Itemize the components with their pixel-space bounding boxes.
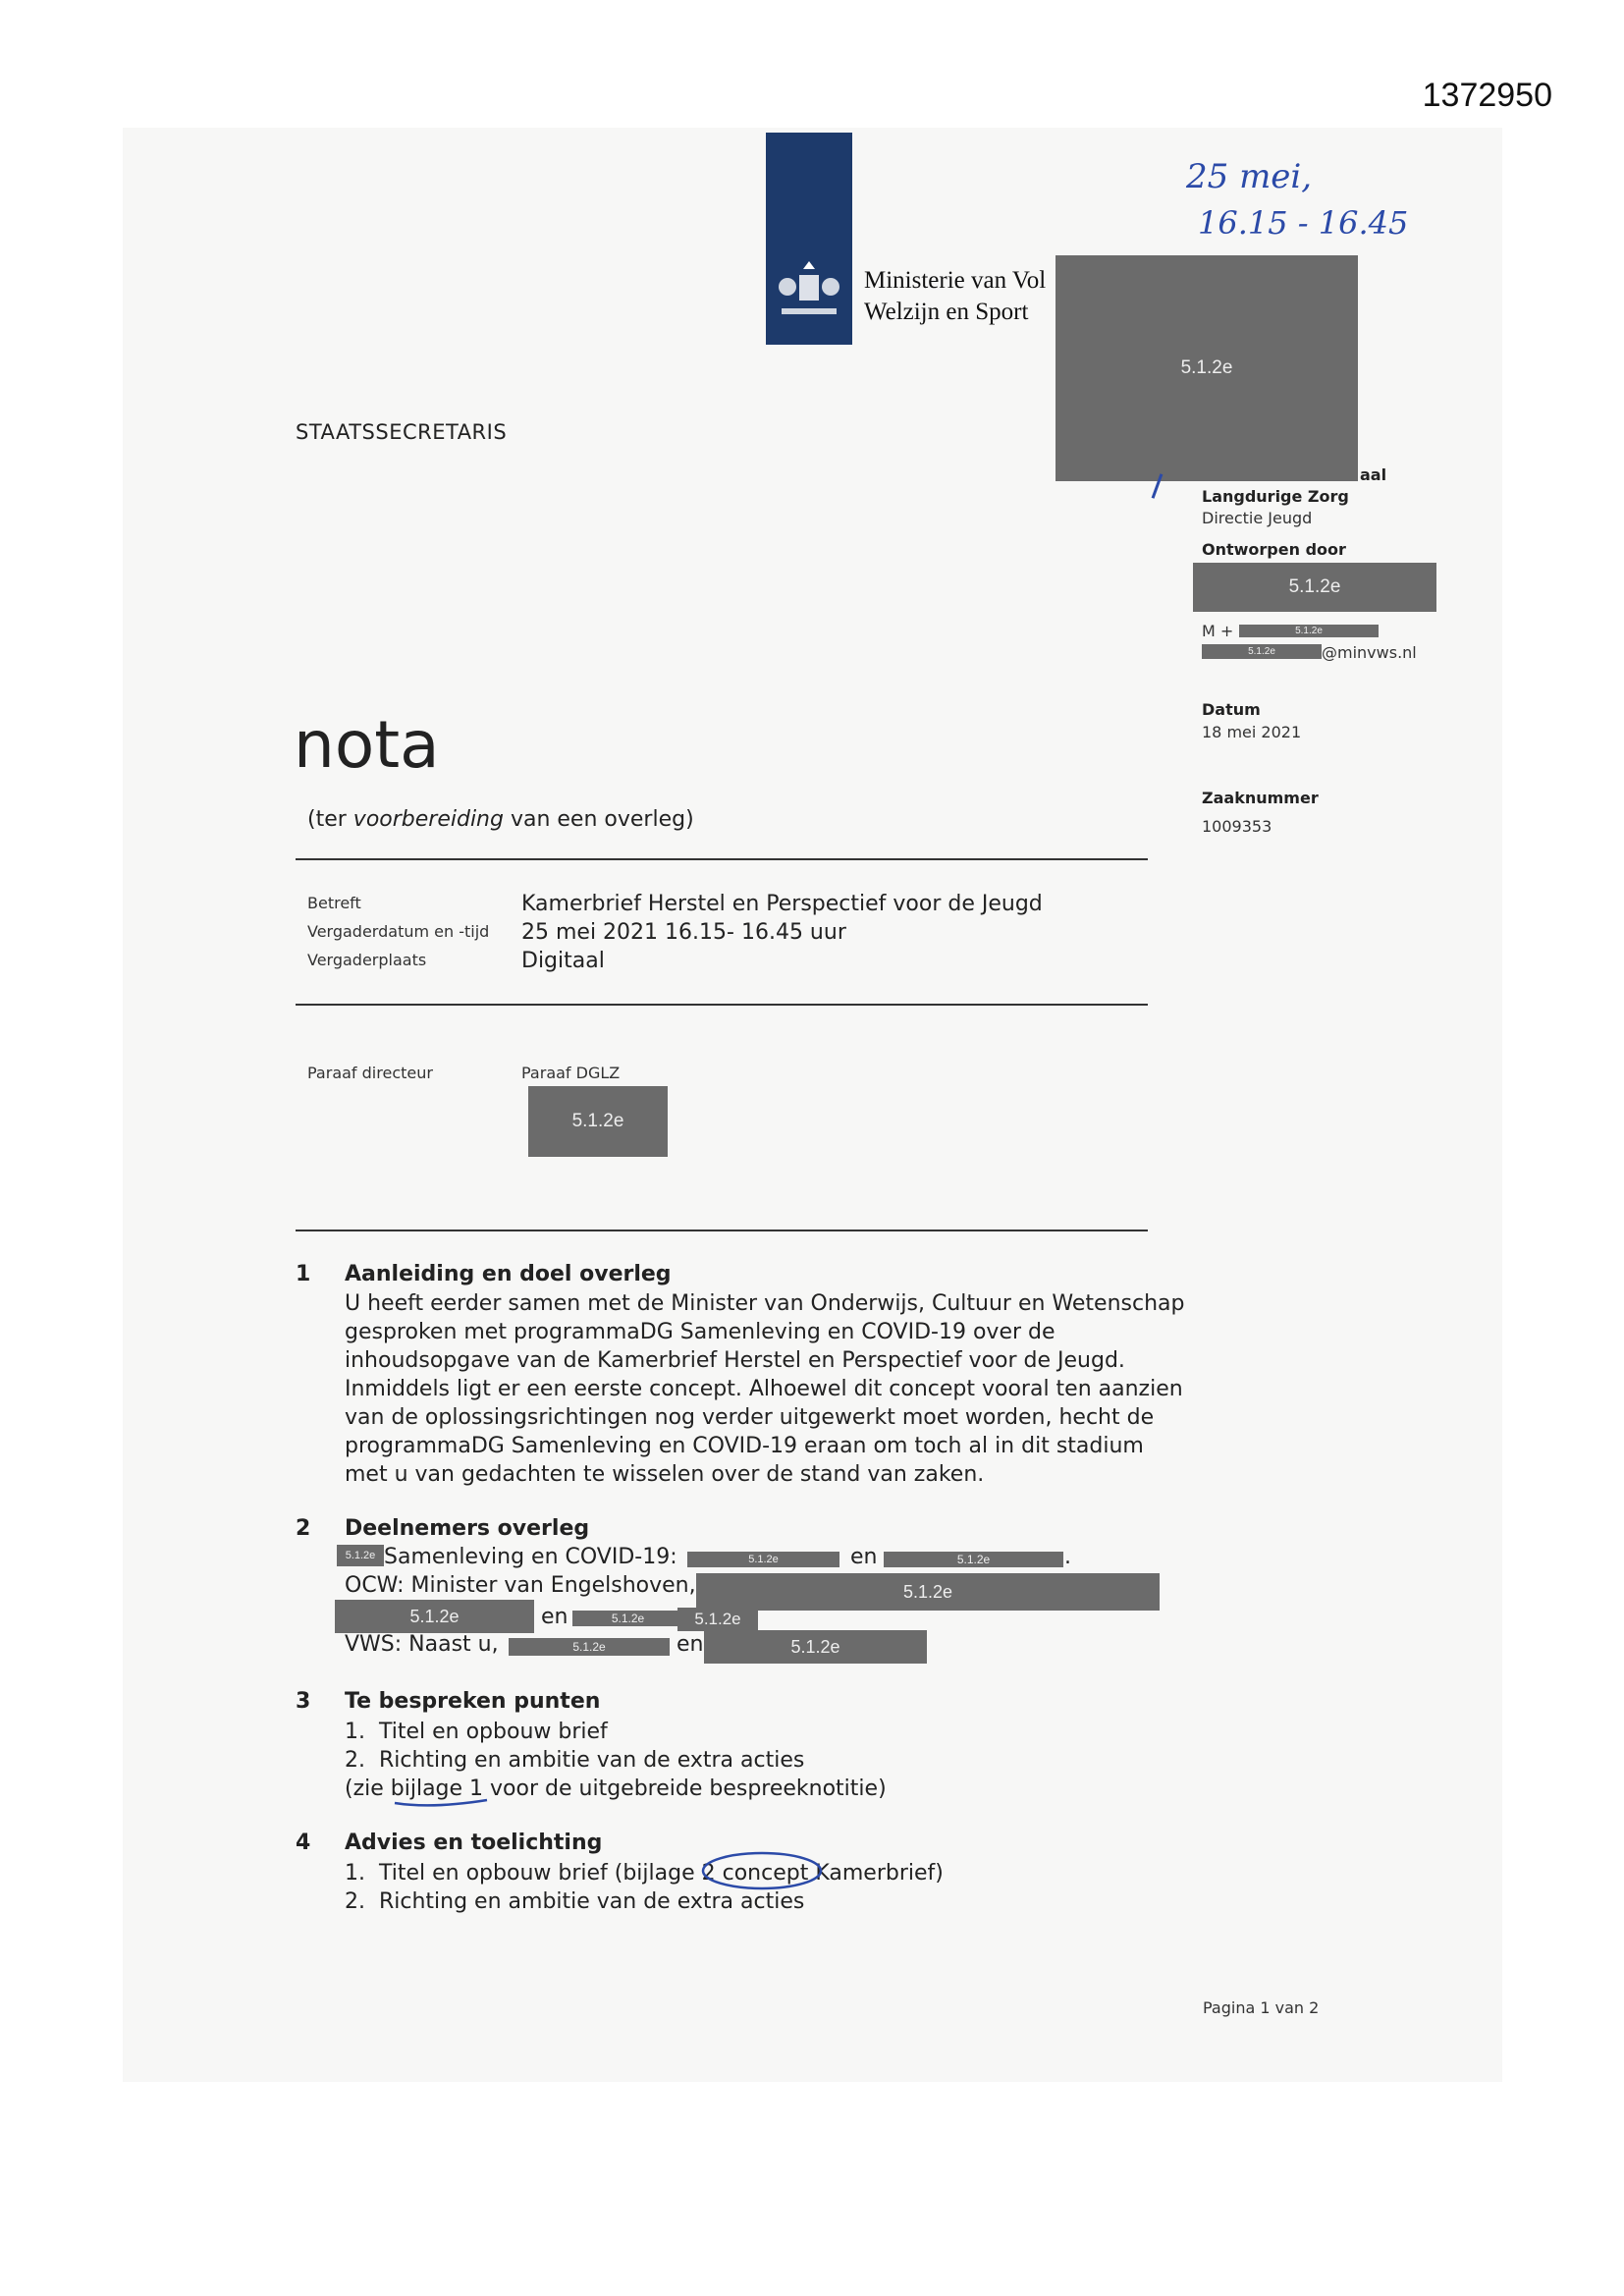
section-4-number: 4 — [296, 1831, 311, 1855]
section-1-number: 1 — [296, 1262, 311, 1286]
sidebar-date-value: 18 mei 2021 — [1202, 723, 1302, 741]
divider — [296, 1230, 1148, 1231]
betreft-value: Kamerbrief Herstel en Perspectief voor de Jeugd — [521, 892, 1043, 916]
document-subtitle — [307, 807, 694, 832]
redaction-block: 5.1.2e — [696, 1573, 1160, 1611]
sidebar-directie: Directie Jeugd — [1202, 509, 1313, 527]
paraaf-directeur-label: Paraaf directeur — [307, 1064, 433, 1082]
subtitle-suffix: van een overleg) — [503, 807, 694, 832]
connector-en: en — [541, 1605, 568, 1629]
redaction-block: 5.1.2e — [572, 1611, 683, 1626]
participants-line-4: VWS: Naast u, — [345, 1632, 499, 1657]
redaction-block: 5.1.2e — [1193, 563, 1436, 612]
section-3-body — [345, 1718, 887, 1803]
divider — [296, 858, 1148, 860]
document-number: 1372950 — [1422, 77, 1552, 114]
list-item: 1. Titel en opbouw brief (bijlage 2 concept Kamerbrief) — [345, 1861, 944, 1886]
date-label: Datum — [1202, 700, 1261, 719]
section-4-heading: Advies en toelichting — [345, 1831, 603, 1855]
meeting-place-label: Vergaderplaats — [307, 951, 427, 969]
coat-of-arms-icon — [774, 257, 844, 326]
handwritten-underline — [393, 1797, 491, 1809]
meeting-datetime-value: 25 mei 2021 16.15- 16.45 uur — [521, 920, 846, 945]
text-line: gesproken met programmaDG Samenleving en COVID-19 over de — [345, 1320, 1056, 1344]
document-title: nota — [294, 707, 440, 783]
handwritten-circle — [699, 1846, 827, 1893]
text-line: met u van gedachten te wisselen over de stand van zaken. — [345, 1462, 985, 1487]
subtitle-prefix: (ter — [307, 807, 353, 832]
section-2-number: 2 — [296, 1516, 311, 1541]
page-number: Pagina 1 van 2 — [1203, 1998, 1320, 2017]
list-item: 1. Titel en opbouw brief — [345, 1720, 608, 1744]
redaction-block: 5.1.2e — [704, 1630, 927, 1664]
list-note: (zie bijlage 1 voor de uitgebreide bespreeknotitie) — [345, 1777, 887, 1801]
section-4-body — [345, 1859, 944, 1916]
redaction-block: 5.1.2e — [1056, 255, 1358, 481]
sidebar-case-value: 1009353 — [1202, 817, 1272, 836]
connector-en: en — [677, 1632, 704, 1657]
redaction-block: 5.1.2e — [335, 1600, 534, 1633]
phone-prefix: M + — [1202, 622, 1234, 640]
ministry-line-2: Welzijn en Sport — [864, 299, 1029, 325]
sidebar-phone — [1202, 622, 1233, 640]
redaction-block: 5.1.2e — [337, 1545, 384, 1566]
redaction-block: 5.1.2e — [528, 1086, 668, 1157]
paraaf-dglz-label: Paraaf DGLZ — [521, 1064, 621, 1082]
participants-line-1: Samenleving en COVID-19: — [384, 1545, 677, 1569]
text-line: inhoudsopgave van de Kamerbrief Herstel en Perspectief voor de Jeugd. — [345, 1348, 1125, 1373]
redaction-block: 5.1.2e — [1239, 625, 1379, 637]
redaction-block: 5.1.2e — [1202, 644, 1322, 659]
text-line: van de oplossingsrichtingen nog verder uitgewerkt moet worden, hecht de — [345, 1405, 1155, 1430]
sidebar-date-label — [1202, 700, 1261, 719]
handwritten-date: 25 mei, — [1186, 157, 1313, 196]
sidebar-email: @minvws.nl — [1322, 643, 1417, 662]
period: . — [1064, 1545, 1071, 1569]
divider — [296, 1004, 1148, 1006]
text-line: programmaDG Samenleving en COVID-19 eraan om toch al in dit stadium — [345, 1434, 1144, 1458]
section-3-heading: Te bespreken punten — [345, 1689, 601, 1714]
list-item: 2. Richting en ambitie van de extra acties — [345, 1748, 805, 1773]
redaction-block: 5.1.2e — [509, 1638, 670, 1656]
connector-en: en — [850, 1545, 878, 1569]
subtitle-italic: voorbereiding — [352, 807, 504, 832]
redaction-block: 5.1.2e — [687, 1552, 839, 1567]
list-item: 2. Richting en ambitie van de extra acties — [345, 1889, 805, 1914]
sidebar-org-line — [1202, 487, 1349, 506]
ministry-name — [864, 265, 1046, 328]
participants-line-2: OCW: Minister van Engelshoven, — [345, 1573, 696, 1598]
section-2-heading: Deelnemers overleg — [345, 1516, 590, 1541]
ministry-line-1: Ministerie van Vol — [864, 267, 1047, 294]
meeting-datetime-label: Vergaderdatum en -tijd — [307, 922, 490, 941]
designed-by-label: Ontworpen door — [1202, 540, 1346, 559]
text-line: Inmiddels ligt er een eerste concept. Alhoewel dit concept vooral ten aanzien — [345, 1377, 1183, 1401]
section-1-heading: Aanleiding en doel overleg — [345, 1262, 672, 1286]
case-label: Zaaknummer — [1202, 789, 1319, 807]
text-line: U heeft eerder samen met de Minister van Onderwijs, Cultuur en Wetenschap — [345, 1291, 1185, 1316]
handwritten-time: 16.15 - 16.45 — [1198, 204, 1409, 242]
sidebar-designed-by — [1202, 540, 1346, 559]
meeting-place-value: Digitaal — [521, 949, 605, 973]
betreft-label: Betreft — [307, 894, 361, 912]
redaction-block: 5.1.2e — [677, 1608, 758, 1631]
recipient: STAATSSECRETARIS — [296, 420, 508, 444]
sidebar-case-label — [1202, 789, 1319, 807]
redaction-block: 5.1.2e — [884, 1552, 1063, 1567]
sidebar-org-name: Langdurige Zorg — [1202, 487, 1349, 506]
section-3-number: 3 — [296, 1689, 311, 1714]
section-1-body — [345, 1289, 1185, 1489]
sidebar-org-partial: aal — [1360, 465, 1387, 484]
